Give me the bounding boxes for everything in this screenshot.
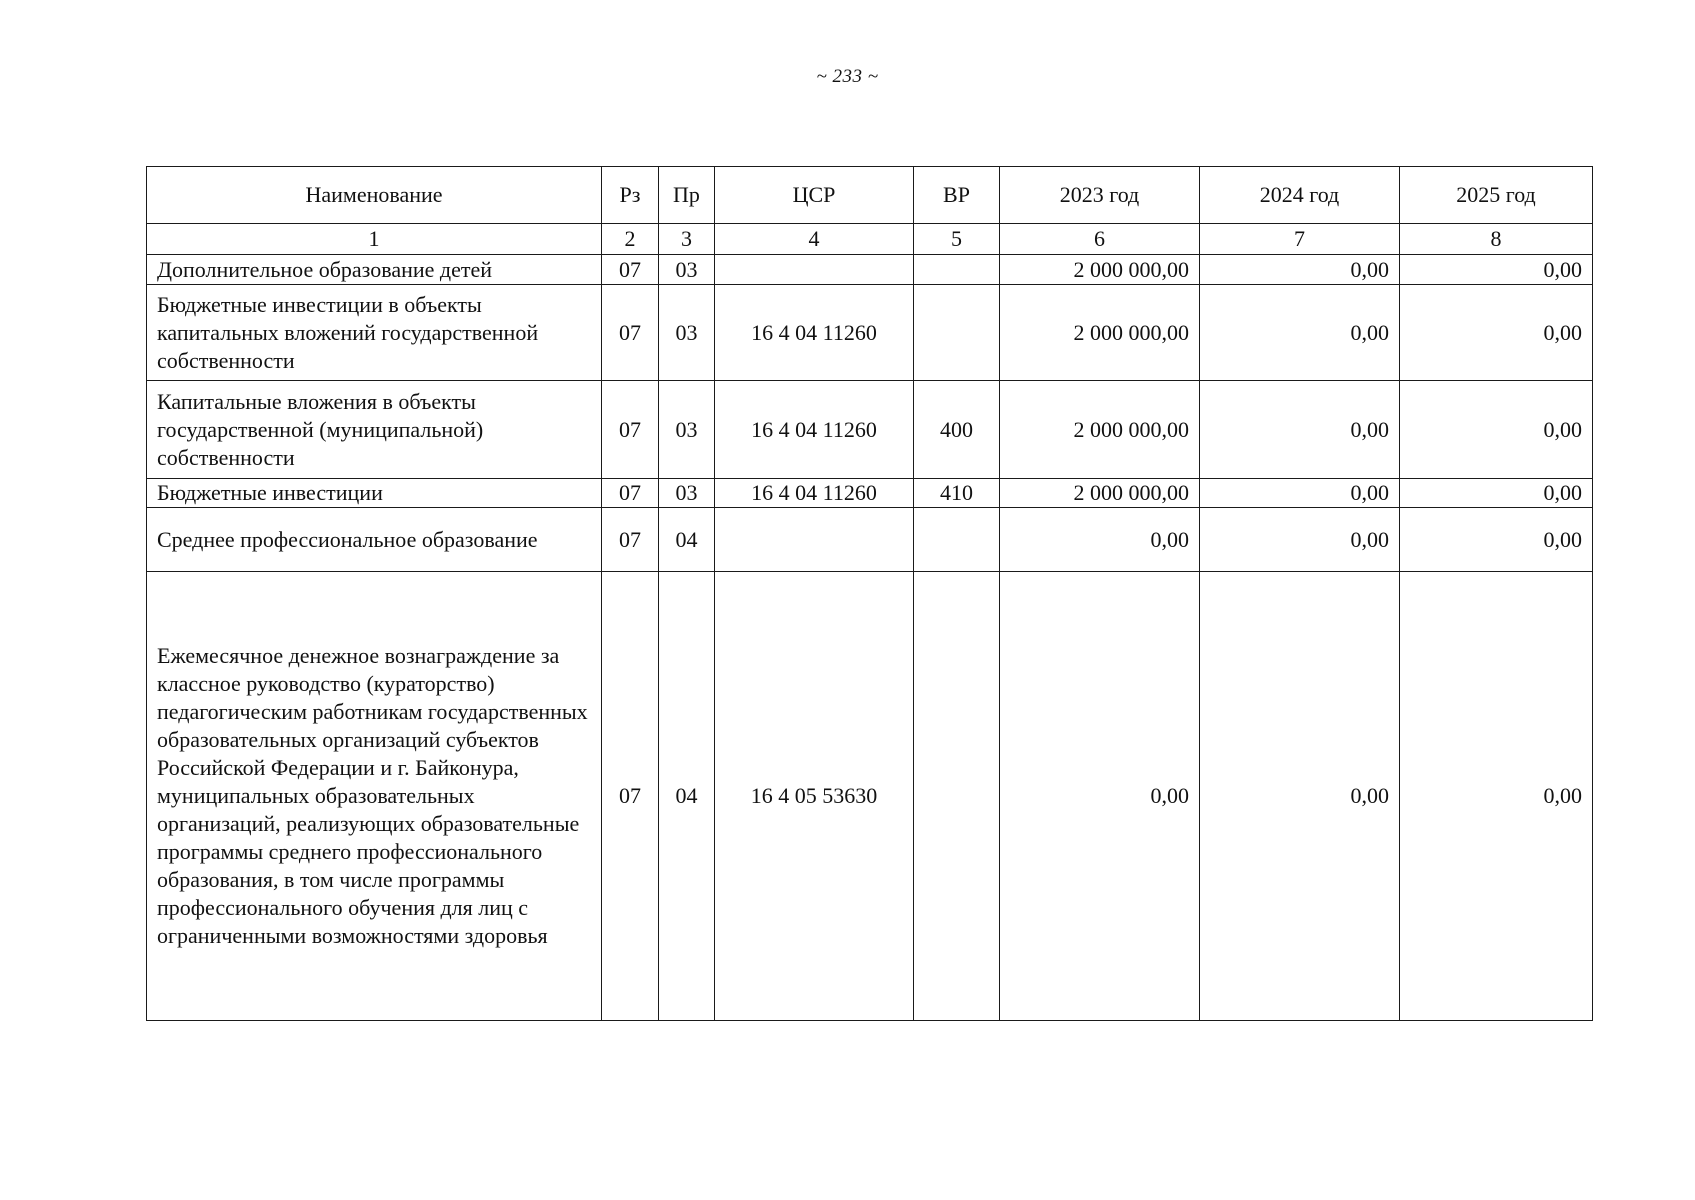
header-vr: ВР [914, 167, 1000, 224]
row-2023: 2 000 000,00 [1000, 285, 1200, 381]
row-rz: 07 [602, 255, 659, 285]
column-number: 4 [715, 224, 914, 255]
row-2025: 0,00 [1400, 285, 1593, 381]
row-name: Ежемесячное денежное вознаграждение за классное руководство (кураторство) педагогическим работникам государственных образовательных организаций субъектов Российской Федерации и г. Байконура, муниципальных образовательных организаций, реализующих образовательные программы среднего профессионального образования, в том числе программы профессионального обучения для лиц с ограниченными возможностями здоровья [147, 572, 602, 1021]
row-pr: 03 [659, 381, 715, 479]
table-row [147, 572, 1593, 1021]
budget-table [146, 166, 1593, 1021]
page-number: ~ 233 ~ [816, 66, 879, 87]
header-pr: Пр [659, 167, 715, 224]
row-2023: 2 000 000,00 [1000, 479, 1200, 508]
header-2024: 2024 год [1200, 167, 1400, 224]
row-rz: 07 [602, 572, 659, 1021]
row-csr [715, 508, 914, 572]
row-2024: 0,00 [1200, 479, 1400, 508]
header-2025: 2025 год [1400, 167, 1593, 224]
column-number: 5 [914, 224, 1000, 255]
row-name: Среднее профессиональное образование [147, 508, 602, 572]
header-name: Наименование [147, 167, 602, 224]
row-2023: 2 000 000,00 [1000, 381, 1200, 479]
row-2023: 2 000 000,00 [1000, 255, 1200, 285]
row-2024: 0,00 [1200, 381, 1400, 479]
row-csr: 16 4 04 11260 [715, 479, 914, 508]
column-number: 1 [147, 224, 602, 255]
row-name: Дополнительное образование детей [147, 255, 602, 285]
row-vr: 400 [914, 381, 1000, 479]
row-pr: 03 [659, 285, 715, 381]
row-2025: 0,00 [1400, 255, 1593, 285]
table-row [147, 381, 1593, 479]
row-rz: 07 [602, 508, 659, 572]
row-pr: 03 [659, 479, 715, 508]
row-name: Бюджетные инвестиции в объекты капитальных вложений государственной собственности [147, 285, 602, 381]
column-number: 3 [659, 224, 715, 255]
row-vr [914, 508, 1000, 572]
row-csr: 16 4 04 11260 [715, 285, 914, 381]
row-pr: 04 [659, 572, 715, 1021]
row-rz: 07 [602, 479, 659, 508]
table-row [147, 508, 1593, 572]
row-pr: 04 [659, 508, 715, 572]
row-2024: 0,00 [1200, 255, 1400, 285]
row-vr [914, 572, 1000, 1021]
row-2023: 0,00 [1000, 572, 1200, 1021]
row-csr [715, 255, 914, 285]
row-csr: 16 4 05 53630 [715, 572, 914, 1021]
row-2024: 0,00 [1200, 508, 1400, 572]
header-rz: Рз [602, 167, 659, 224]
row-2025: 0,00 [1400, 508, 1593, 572]
column-number: 2 [602, 224, 659, 255]
header-row [147, 167, 1593, 224]
column-number-row [147, 224, 1593, 255]
row-2023: 0,00 [1000, 508, 1200, 572]
row-pr: 03 [659, 255, 715, 285]
row-csr: 16 4 04 11260 [715, 381, 914, 479]
row-name: Бюджетные инвестиции [147, 479, 602, 508]
column-number: 7 [1200, 224, 1400, 255]
row-2024: 0,00 [1200, 285, 1400, 381]
row-2024: 0,00 [1200, 572, 1400, 1021]
table-row [147, 255, 1593, 285]
column-number: 8 [1400, 224, 1593, 255]
row-rz: 07 [602, 285, 659, 381]
row-2025: 0,00 [1400, 381, 1593, 479]
table-row [147, 285, 1593, 381]
header-csr: ЦСР [715, 167, 914, 224]
row-2025: 0,00 [1400, 572, 1593, 1021]
row-2025: 0,00 [1400, 479, 1593, 508]
row-vr: 410 [914, 479, 1000, 508]
row-rz: 07 [602, 381, 659, 479]
column-number: 6 [1000, 224, 1200, 255]
table-row [147, 479, 1593, 508]
header-2023: 2023 год [1000, 167, 1200, 224]
row-vr [914, 255, 1000, 285]
row-vr [914, 285, 1000, 381]
row-name: Капитальные вложения в объекты государственной (муниципальной) собственности [147, 381, 602, 479]
